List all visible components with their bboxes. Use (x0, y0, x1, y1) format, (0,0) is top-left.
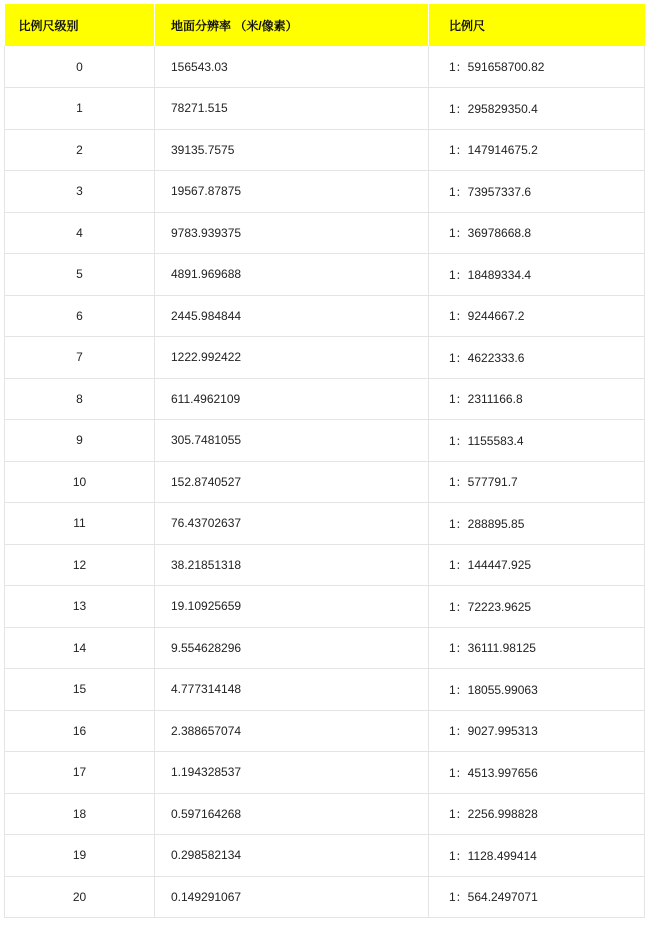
cell-scale-level: 9 (5, 420, 155, 462)
header-scale: 比例尺 (429, 4, 645, 46)
cell-scale-level: 3 (5, 171, 155, 213)
table-row (5, 129, 645, 171)
table-row (5, 793, 645, 835)
cell-scale-level: 13 (5, 586, 155, 628)
table-row (5, 835, 645, 877)
cell-scale: 1：4513.997656 (429, 752, 645, 794)
table-row (5, 461, 645, 503)
cell-scale: 1：1155583.4 (429, 420, 645, 462)
cell-scale-level: 16 (5, 710, 155, 752)
cell-scale-level: 1 (5, 88, 155, 130)
table-row (5, 544, 645, 586)
cell-scale: 1：9027.995313 (429, 710, 645, 752)
scale-level-table (4, 4, 645, 918)
cell-scale: 1：36111.98125 (429, 627, 645, 669)
table-row (5, 627, 645, 669)
cell-scale: 1：591658700.82 (429, 46, 645, 88)
table-row (5, 710, 645, 752)
cell-scale: 1：2311166.8 (429, 378, 645, 420)
cell-scale-level: 4 (5, 212, 155, 254)
cell-scale-level: 2 (5, 129, 155, 171)
table-header-row (5, 4, 645, 46)
table-row (5, 752, 645, 794)
cell-ground-resolution: 39135.7575 (155, 129, 429, 171)
cell-scale: 1：288895.85 (429, 503, 645, 545)
cell-scale-level: 14 (5, 627, 155, 669)
cell-scale: 1：295829350.4 (429, 88, 645, 130)
cell-scale: 1：4622333.6 (429, 337, 645, 379)
table-row (5, 295, 645, 337)
cell-scale: 1：36978668.8 (429, 212, 645, 254)
cell-scale-level: 17 (5, 752, 155, 794)
cell-scale-level: 20 (5, 876, 155, 918)
cell-ground-resolution: 0.597164268 (155, 793, 429, 835)
cell-scale-level: 6 (5, 295, 155, 337)
cell-scale-level: 7 (5, 337, 155, 379)
cell-scale-level: 0 (5, 46, 155, 88)
cell-scale-level: 18 (5, 793, 155, 835)
scale-level-table-container (4, 4, 644, 918)
cell-scale: 1：18489334.4 (429, 254, 645, 296)
cell-ground-resolution: 156543.03 (155, 46, 429, 88)
cell-scale-level: 12 (5, 544, 155, 586)
cell-scale: 1：1128.499414 (429, 835, 645, 877)
cell-scale-level: 15 (5, 669, 155, 711)
cell-scale: 1：144447.925 (429, 544, 645, 586)
cell-scale: 1：577791.7 (429, 461, 645, 503)
table-row (5, 46, 645, 88)
cell-ground-resolution: 9783.939375 (155, 212, 429, 254)
cell-scale: 1：147914675.2 (429, 129, 645, 171)
cell-scale: 1：564.2497071 (429, 876, 645, 918)
cell-scale: 1：9244667.2 (429, 295, 645, 337)
table-row (5, 337, 645, 379)
table-row (5, 212, 645, 254)
cell-ground-resolution: 0.298582134 (155, 835, 429, 877)
cell-scale-level: 5 (5, 254, 155, 296)
cell-ground-resolution: 76.43702637 (155, 503, 429, 545)
table-row (5, 420, 645, 462)
table-row (5, 503, 645, 545)
cell-ground-resolution: 0.149291067 (155, 876, 429, 918)
table-row (5, 378, 645, 420)
cell-ground-resolution: 9.554628296 (155, 627, 429, 669)
cell-scale: 1：18055.99063 (429, 669, 645, 711)
table-row (5, 88, 645, 130)
cell-scale: 1：2256.998828 (429, 793, 645, 835)
table-body (5, 46, 645, 918)
cell-scale-level: 8 (5, 378, 155, 420)
cell-ground-resolution: 78271.515 (155, 88, 429, 130)
cell-ground-resolution: 19.10925659 (155, 586, 429, 628)
table-header (5, 4, 645, 46)
table-row (5, 254, 645, 296)
cell-ground-resolution: 1.194328537 (155, 752, 429, 794)
header-scale-level: 比例尺级别 (5, 4, 155, 46)
table-row (5, 669, 645, 711)
table-row (5, 876, 645, 918)
header-ground-resolution: 地面分辨率 （米/像素） (155, 4, 429, 46)
table-row (5, 586, 645, 628)
cell-ground-resolution: 2.388657074 (155, 710, 429, 752)
table-row (5, 171, 645, 213)
cell-ground-resolution: 38.21851318 (155, 544, 429, 586)
cell-ground-resolution: 611.4962109 (155, 378, 429, 420)
cell-scale: 1：72223.9625 (429, 586, 645, 628)
cell-scale-level: 19 (5, 835, 155, 877)
cell-ground-resolution: 4.777314148 (155, 669, 429, 711)
cell-scale: 1：73957337.6 (429, 171, 645, 213)
cell-ground-resolution: 305.7481055 (155, 420, 429, 462)
cell-ground-resolution: 1222.992422 (155, 337, 429, 379)
cell-scale-level: 11 (5, 503, 155, 545)
cell-ground-resolution: 4891.969688 (155, 254, 429, 296)
cell-ground-resolution: 19567.87875 (155, 171, 429, 213)
cell-ground-resolution: 152.8740527 (155, 461, 429, 503)
cell-scale-level: 10 (5, 461, 155, 503)
cell-ground-resolution: 2445.984844 (155, 295, 429, 337)
